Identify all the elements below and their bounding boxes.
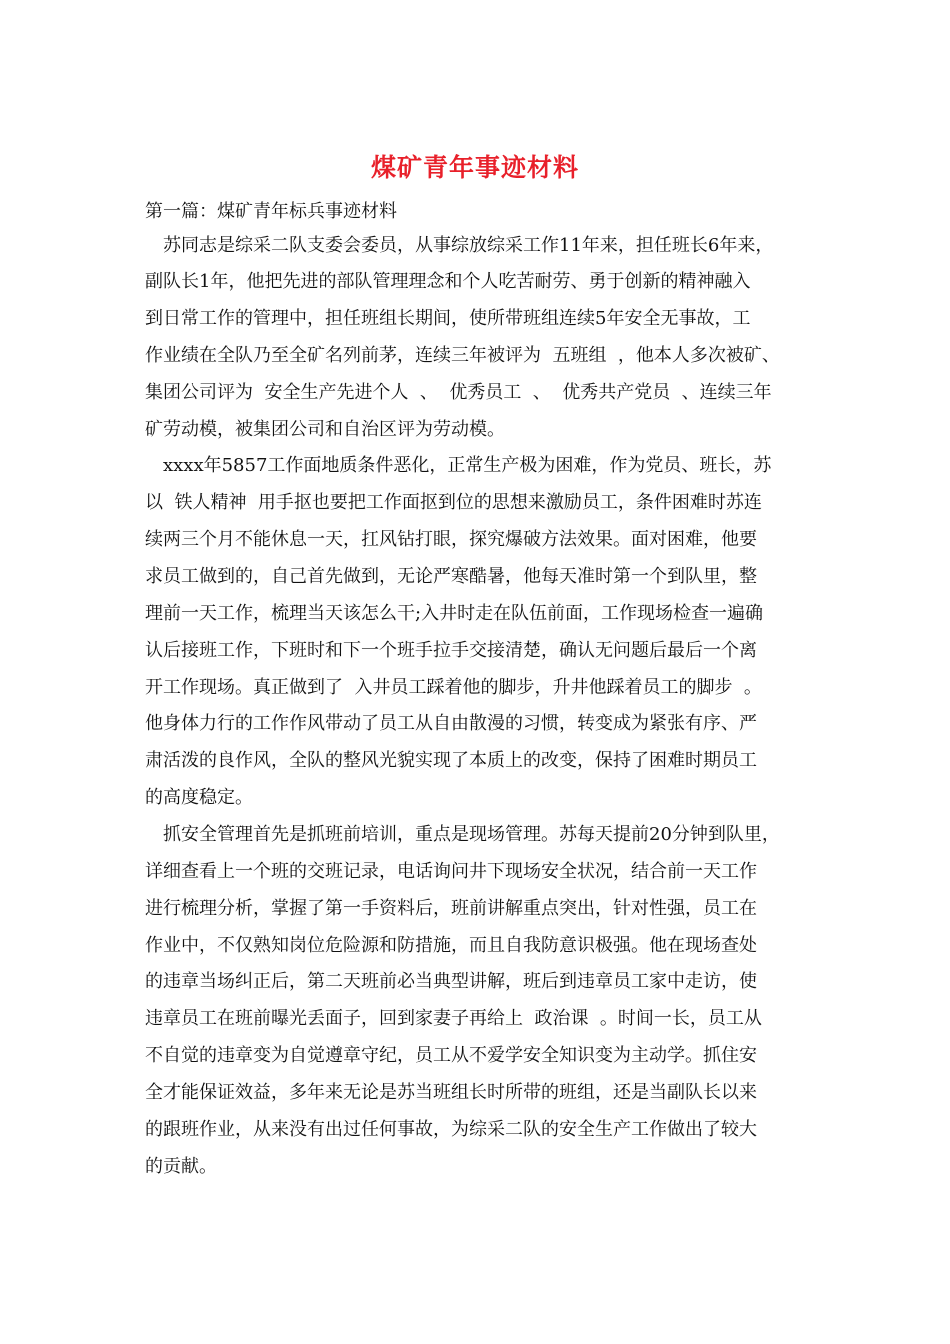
paragraph-line: 不自觉的违章变为自觉遵章守纪，员工从不爱学安全知识变为主动学。抓住安 xyxy=(145,1045,757,1066)
document-subtitle: 第一篇：煤矿青年标兵事迹材料 xyxy=(145,201,397,222)
paragraph-line: 开工作现场。真正做到了 入井员工踩着他的脚步，升井他踩着员工的脚步 。 xyxy=(145,677,762,698)
paragraph-line: 副队长1年，他把先进的部队管理理念和个人吃苦耐劳、勇于创新的精神融入 xyxy=(145,271,751,292)
paragraph-line: 的高度稳定。 xyxy=(145,787,253,808)
paragraph-line: 的违章当场纠正后，第二天班前必当典型讲解，班后到违章员工家中走访，使 xyxy=(145,971,757,992)
paragraph-line: 续两三个月不能休息一天，扛风钻打眼，探究爆破方法效果。面对困难，他要 xyxy=(145,529,757,550)
paragraph-line: 抓安全管理首先是抓班前培训，重点是现场管理。苏每天提前20分钟到队里， xyxy=(163,824,780,845)
paragraph-line: 认后接班工作，下班时和下一个班手拉手交接清楚，确认无问题后最后一个离 xyxy=(145,640,757,661)
document-title: 煤矿青年事迹材料 xyxy=(370,153,579,182)
paragraph-line: 以 铁人精神 用手抠也要把工作面抠到位的思想来激励员工，条件困难时苏连 xyxy=(145,492,762,513)
paragraph-line: 求员工做到的，自己首先做到，无论严寒酷暑，他每天准时第一个到队里，整 xyxy=(145,566,757,587)
paragraph-line: 他身体力行的工作作风带动了员工从自由散漫的习惯，转变成为紧张有序、严 xyxy=(145,713,757,734)
paragraph-line: 苏同志是综采二队支委会委员，从事综放综采工作11年来，担任班长6年来， xyxy=(163,235,774,256)
paragraph-line: 集团公司评为 安全生产先进个人 、 优秀员工 、 优秀共产党员 、连续三年 xyxy=(145,382,772,403)
paragraph-line: 的跟班作业，从来没有出过任何事故，为综采二队的安全生产工作做出了较大 xyxy=(145,1119,757,1140)
paragraph-line: xxxx年5857工作面地质条件恶化，正常生产极为困难，作为党员、班长，苏 xyxy=(163,455,772,476)
paragraph-line: 矿劳动模，被集团公司和自治区评为劳动模。 xyxy=(145,419,505,440)
paragraph-line: 作业绩在全队乃至全矿名列前茅，连续三年被评为 五班组 ，他本人多次被矿、 xyxy=(145,345,780,366)
paragraph-line: 详细查看上一个班的交班记录，电话询问井下现场安全状况，结合前一天工作 xyxy=(145,861,757,882)
paragraph-line: 进行梳理分析，掌握了第一手资料后，班前讲解重点突出，针对性强，员工在 xyxy=(145,898,757,919)
paragraph-line: 到日常工作的管理中，担任班组长期间，使所带班组连续5年安全无事故，工 xyxy=(145,308,751,329)
paragraph-line: 作业中，不仅熟知岗位危险源和防措施，而且自我防意识极强。他在现场查处 xyxy=(145,935,757,956)
paragraph-line: 肃活泼的良作风，全队的整风光貌实现了本质上的改变，保持了困难时期员工 xyxy=(145,750,757,771)
paragraph-line: 全才能保证效益，多年来无论是苏当班组长时所带的班组，还是当副队长以来 xyxy=(145,1082,757,1103)
paragraph-line: 的贡献。 xyxy=(145,1156,217,1177)
paragraph-line: 理前一天工作，梳理当天该怎么干;入井时走在队伍前面，工作现场检查一遍确 xyxy=(145,603,764,624)
paragraph-line: 违章员工在班前曝光丢面子，回到家妻子再给上 政治课 。时间一长，员工从 xyxy=(145,1008,762,1029)
